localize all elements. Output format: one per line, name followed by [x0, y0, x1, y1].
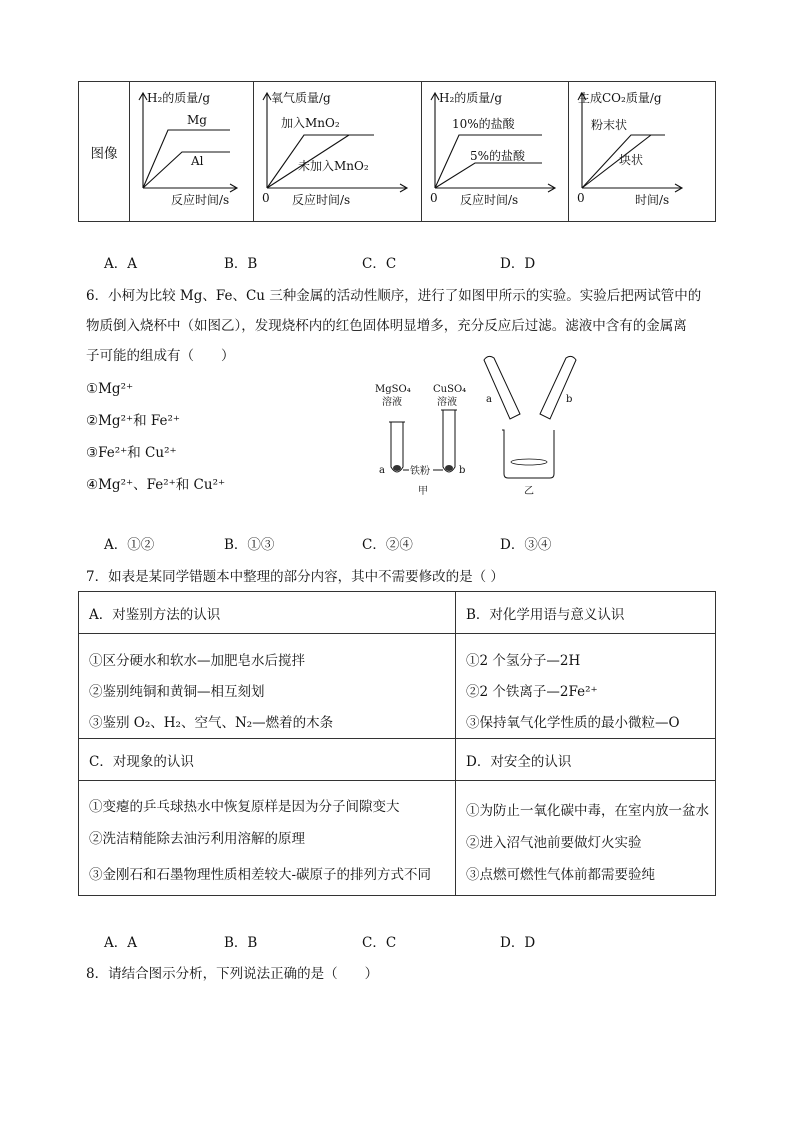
tube-b-solution: CuSO₄: [433, 384, 467, 395]
graph-b-label-2: 未加入MnO₂: [298, 159, 369, 173]
q8-stem: 8．请结合图示分析，下列说法正确的是（ ）: [86, 966, 379, 982]
beaker: [502, 430, 554, 478]
graph-b-xlabel: 反应时间/s: [292, 193, 351, 207]
graph-a-ylabel: H₂的质量/g: [147, 91, 211, 105]
q5-option-a[interactable]: A．A: [104, 256, 137, 272]
graph-d-origin: 0: [577, 191, 585, 205]
q7-d-item-1: ①为防止一氧化碳中毒，在室内放一盆水: [466, 803, 709, 819]
q7-c-item-1: ①变瘪的乒乓球热水中恢复原样是因为分子间隙变大: [89, 799, 400, 815]
label-b: b: [459, 465, 466, 476]
graph-d: [569, 82, 716, 222]
q7-table: [78, 591, 716, 896]
beaker-label-b: b: [566, 394, 573, 405]
test-tube-b: [443, 410, 455, 472]
q6-item-3: ③Fe²⁺和 Cu²⁺: [86, 445, 177, 461]
q7-option-b[interactable]: B．B: [224, 935, 258, 951]
q7-b-content: [456, 634, 716, 739]
graph-c-origin: 0: [430, 191, 438, 205]
beaker-label-a: a: [486, 394, 492, 405]
q6-figure: [365, 352, 580, 506]
row-label: 图像: [79, 82, 130, 222]
q6-option-d[interactable]: D．③④: [500, 537, 552, 553]
graph-c-label-1: 10%的盐酸: [452, 117, 515, 131]
iron-powder-label: 铁粉: [410, 466, 430, 477]
q7-a-content: [79, 634, 456, 739]
graph-a-label-1: Mg: [187, 113, 207, 127]
q6-stem-line-3: 子可能的组成有（ ）: [86, 348, 235, 364]
fig-yi: 乙: [524, 486, 534, 497]
graph-a: [130, 82, 254, 222]
q7-c-item-3: ③金刚石和石墨物理性质相差较大-碳原子的排列方式不同: [89, 867, 432, 883]
graph-a-xlabel: 反应时间/s: [171, 193, 230, 207]
graph-d-label-2: 块状: [619, 153, 644, 167]
series-5pct: [435, 163, 542, 188]
tube-a-solution: MgSO₄: [375, 384, 411, 395]
q6-item-4: ④Mg²⁺、Fe²⁺和 Cu²⁺: [86, 477, 226, 493]
graph-d-label-1: 粉末状: [591, 118, 628, 132]
q7-b-item-2: ②2 个铁离子—2Fe²⁺: [466, 684, 598, 700]
q7-stem: 7．如表是某同学错题本中整理的部分内容，其中不需要修改的是（ ）: [86, 569, 504, 585]
q6-stem-line-1: 6．小柯为比较 Mg、Fe、Cu 三种金属的活动性顺序，进行了如图甲所示的实验。实验后把两试管中的: [86, 288, 702, 304]
q7-d-item-2: ②进入沼气池前要做灯火实验: [466, 835, 642, 851]
q7-c-item-2: ②洗洁精能除去油污利用溶解的原理: [89, 831, 305, 847]
series-mg: [143, 130, 230, 188]
q5-option-b[interactable]: B．B: [224, 256, 258, 272]
fig-jia: 甲: [418, 486, 428, 497]
label-a: a: [379, 465, 385, 476]
q6-figure-svg: [365, 352, 580, 502]
graph-c: [422, 82, 569, 222]
q6-option-b[interactable]: B．①③: [224, 537, 275, 553]
graph-c-svg: [422, 82, 568, 217]
graph-a-label-2: Al: [191, 154, 204, 168]
q7-a-item-3: ③鉴别 O₂、H₂、空气、N₂—燃着的木条: [89, 715, 334, 731]
graph-b-origin: 0: [262, 191, 270, 205]
q7-a-item-2: ②鉴别纯铜和黄铜—相互刻划: [89, 684, 265, 700]
graph-d-svg: [569, 82, 715, 217]
q7-c-content: [79, 781, 456, 896]
graph-c-xlabel: 反应时间/s: [460, 193, 519, 207]
q5-option-d[interactable]: D．D: [500, 256, 536, 272]
q6-stem-line-2: 物质倒入烧杯中（如图乙），发现烧杯内的红色固体明显增多，充分反应后过滤。滤液中含有的金属离: [86, 318, 687, 334]
graph-b-ylabel: 氧气质量/g: [271, 91, 331, 105]
graph-d-xlabel: 时间/s: [635, 193, 670, 207]
graph-b-label-1: 加入MnO₂: [281, 116, 340, 130]
q7-d-header: D．对安全的认识: [456, 739, 716, 781]
pouring-tube-b: [540, 356, 576, 419]
graph-c-ylabel: H₂的质量/g: [439, 91, 503, 105]
q7-a-item-1: ①区分硬水和软水—加肥皂水后搅拌: [89, 653, 305, 669]
q7-option-d[interactable]: D．D: [500, 935, 536, 951]
graph-d-ylabel: 生成CO₂质量/g: [578, 91, 662, 105]
q7-option-a[interactable]: A．A: [104, 935, 137, 951]
beaker-scene: [484, 356, 576, 497]
beaker-liquid: [511, 459, 547, 465]
graph-table: [78, 81, 716, 222]
tube-a-iron: [393, 465, 401, 471]
q7-c-header: C．对现象的认识: [79, 739, 456, 781]
graph-c-label-2: 5%的盐酸: [470, 149, 526, 163]
test-tube-a: [391, 422, 403, 472]
q5-option-c[interactable]: C．C: [362, 256, 397, 272]
tube-b-solution-word: 溶液: [437, 397, 457, 408]
q6-option-c[interactable]: C．②④: [362, 537, 413, 553]
q7-option-c[interactable]: C．C: [362, 935, 397, 951]
pouring-tube-a: [484, 356, 520, 419]
q6-item-1: ①Mg²⁺: [86, 381, 134, 397]
q7-a-header: A．对鉴别方法的认识: [79, 592, 456, 634]
q7-b-item-1: ①2 个氢分子—2H: [466, 653, 581, 669]
tube-a-solution-word: 溶液: [382, 397, 402, 408]
graph-b-svg: [254, 82, 421, 217]
q7-b-header: B．对化学用语与意义认识: [456, 592, 716, 634]
q7-d-item-3: ③点燃可燃性气体前都需要验纯: [466, 867, 655, 883]
graph-b: [254, 82, 422, 222]
graph-a-svg: [130, 82, 253, 217]
tube-b-iron: [445, 465, 453, 471]
q7-d-content: [456, 781, 716, 896]
q6-item-2: ②Mg²⁺和 Fe²⁺: [86, 413, 181, 429]
q6-option-a[interactable]: A．①②: [104, 537, 155, 553]
q7-b-item-3: ③保持氧气化学性质的最小微粒—O: [466, 715, 680, 731]
